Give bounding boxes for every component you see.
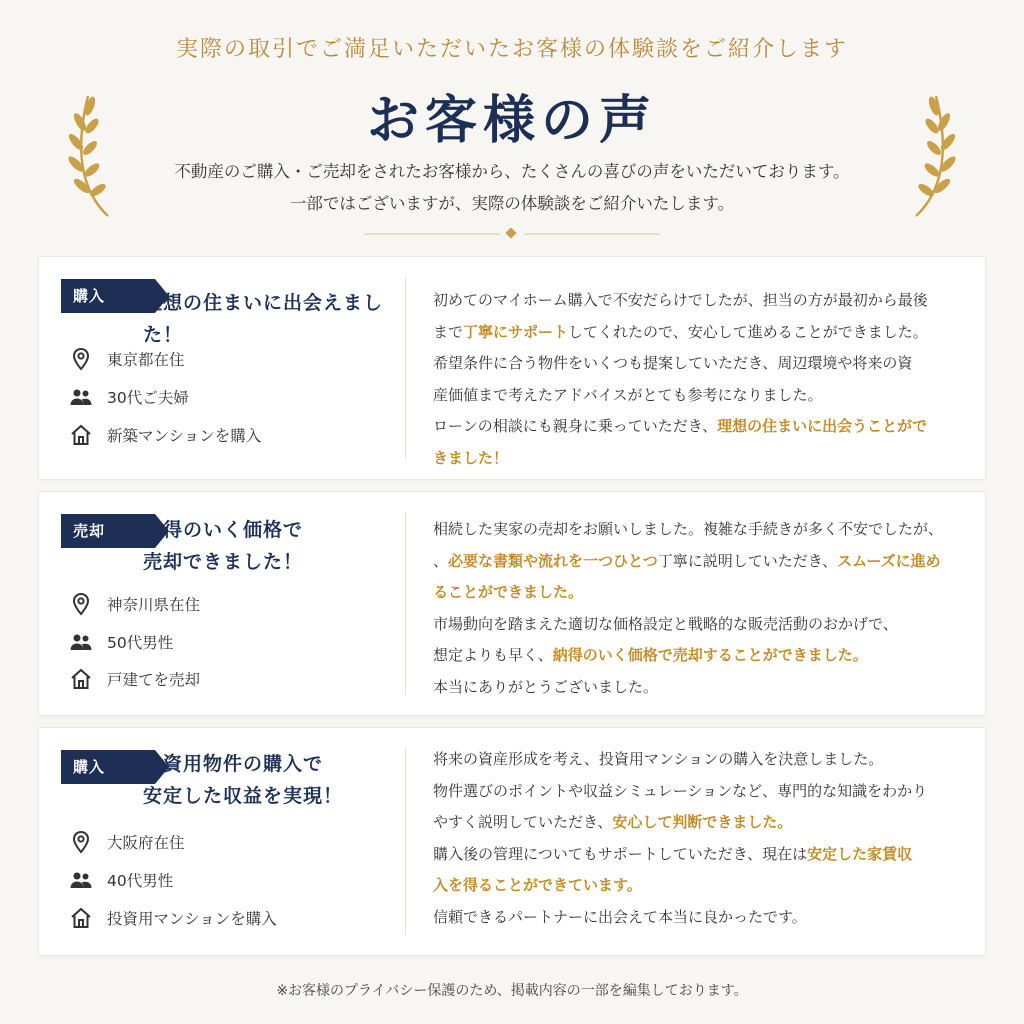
highlight-text: ることができました。 [433,583,584,601]
testimonial-text: 信頼できるパートナーに出会えて本当に良かったです。 [433,907,807,926]
house-icon [69,423,93,447]
testimonial-text: 購入後の管理についてもサポートしていただき、現在は [433,844,808,863]
testimonial-text: 想定よりも早く、 [433,646,553,664]
testimonial-text: 相続した実家の売却をお願いしました。複雑な手続きが多く不安でしたが、 [433,520,944,538]
testimonial-text: ローンの相談にも親身に乗っていただき、 [433,417,718,435]
card-title: 理想の住まいに出会えました！ [143,292,384,346]
testimonial-text: 将来の資産形成を考え、投資用マンションの購入を決意しました。 [433,750,884,768]
category-badge [61,750,149,784]
testimonial-line [433,870,965,902]
testimonial-line [433,839,965,871]
category-badge-label: 売却 [73,522,106,540]
card-summary [39,728,405,955]
house-icon [69,906,93,930]
location-pin-icon [69,347,93,371]
highlight-text: スムーズに進め [837,551,941,570]
customer-meta-item [69,906,277,930]
highlight-text: 丁寧にサポート [463,322,569,341]
tagline: 実際の取引でご満足いただいたお客様の体験談をご紹介します [175,37,848,62]
testimonial-text: してくれたので、安心して進めることができました。 [568,322,928,341]
customer-meta-item [69,385,189,409]
intro-line-2: 一部ではございますが、実際の体験談をご紹介いたします。 [289,194,735,213]
testimonial-line [433,348,965,380]
location-pin-icon [69,830,93,854]
testimonial-line [433,411,965,443]
customer-meta-item [69,630,173,654]
testimonial-line [433,317,965,349]
testimonial-card-1 [38,256,986,480]
testimonial-text: やすく説明していただき、 [433,813,613,831]
card-title: 投資用物件の購入で 安定した収益を実現！ [143,753,344,807]
people-icon [69,385,93,409]
testimonial-text: 産価値まで考えたアドバイスがとても参考になりました。 [433,385,823,404]
testimonial-body [433,285,965,474]
card-summary [39,492,405,715]
highlight-text: 納得のいく価格で売却することができました。 [552,646,868,664]
page-title: お客様の声 [366,90,657,151]
highlight-text: 安定した家賃収 [807,844,913,863]
column-divider [405,277,406,459]
customer-meta-item [69,868,173,892]
testimonial-line [433,514,965,546]
testimonial-line [433,640,965,672]
testimonial-text: 丁寧に説明していただき、 [657,551,838,570]
people-icon [69,630,93,654]
customer-meta-item [69,423,261,447]
testimonial-line [433,577,965,609]
customer-meta-item [69,830,185,854]
customer-meta-item [69,347,185,371]
people-icon [69,868,93,892]
customer-meta-text: 東京都在住 [107,351,185,369]
intro-line-1: 不動産のご購入・ご売却をされたお客様から、たくさんの喜びの声をいただいております。 [174,162,850,181]
testimonial-text: まで [433,322,464,341]
testimonial-body [433,744,965,933]
testimonial-line [433,902,965,934]
testimonial-body [433,514,965,703]
privacy-footnote: ※お客様のプライバシー保護のため、掲載内容の一部を編集しております。 [276,983,748,999]
category-badge-label: 購入 [73,758,106,776]
intro-text [0,156,1024,220]
house-icon [69,667,93,691]
testimonial-text: 市場動向を踏まえた適切な価格設定と戦略的な販売活動のおかげで、 [433,614,898,633]
testimonial-line [433,546,965,578]
testimonial-card-2 [38,491,986,716]
highlight-text: 安心して判断できました。 [612,813,793,831]
ornament-divider [364,228,660,240]
card-title: 納得のいく価格で 売却できました！ [143,519,304,573]
category-badge [61,514,149,548]
customer-meta-text: 戸建てを売却 [107,671,201,689]
customer-meta-text: 神奈川県在住 [107,596,201,614]
testimonial-text: 初めてのマイホーム購入で不安だらけでしたが、担当の方が最初から最後 [433,291,928,309]
card-summary [39,257,405,479]
testimonial-text: 希望条件に合う物件をいくつも提案していただき、周辺環境や将来の資 [433,354,913,372]
column-divider [405,748,406,935]
testimonial-line [433,807,965,839]
highlight-text: 理想の住まいに出会うことがで [717,417,928,435]
highlight-text: 入を得ることができています。 [433,876,642,894]
testimonial-card-3 [38,727,986,956]
testimonial-line [433,672,965,704]
customer-meta-item [69,592,200,616]
column-divider [405,512,406,695]
category-badge [61,279,149,313]
testimonial-text: 物件選びのポイントや収益シミュレーションなど、専門的な知識をわかり [433,781,928,800]
testimonial-text: 、 [433,551,449,570]
customer-meta-text: 投資用マンションを購入 [107,910,277,928]
testimonial-line [433,744,965,776]
testimonial-line [433,380,965,412]
testimonial-text: 本当にありがとうございました。 [433,677,659,696]
testimonial-line [433,776,965,808]
category-badge-label: 購入 [73,287,106,305]
customer-meta-text: 新築マンションを購入 [107,427,262,445]
highlight-text: 必要な書類や流れを一つひとつ [448,551,658,570]
customer-meta-text: 大阪府在住 [107,834,185,852]
testimonial-line [433,443,965,475]
highlight-text: きました！ [433,448,509,467]
testimonial-line [433,609,965,641]
testimonial-line [433,285,965,317]
customer-meta-item [69,667,200,691]
customer-meta-text: 50代男性 [107,634,174,652]
customer-meta-text: 40代男性 [107,872,174,890]
customer-meta-text: 30代ご夫婦 [107,389,189,407]
location-pin-icon [69,592,93,616]
